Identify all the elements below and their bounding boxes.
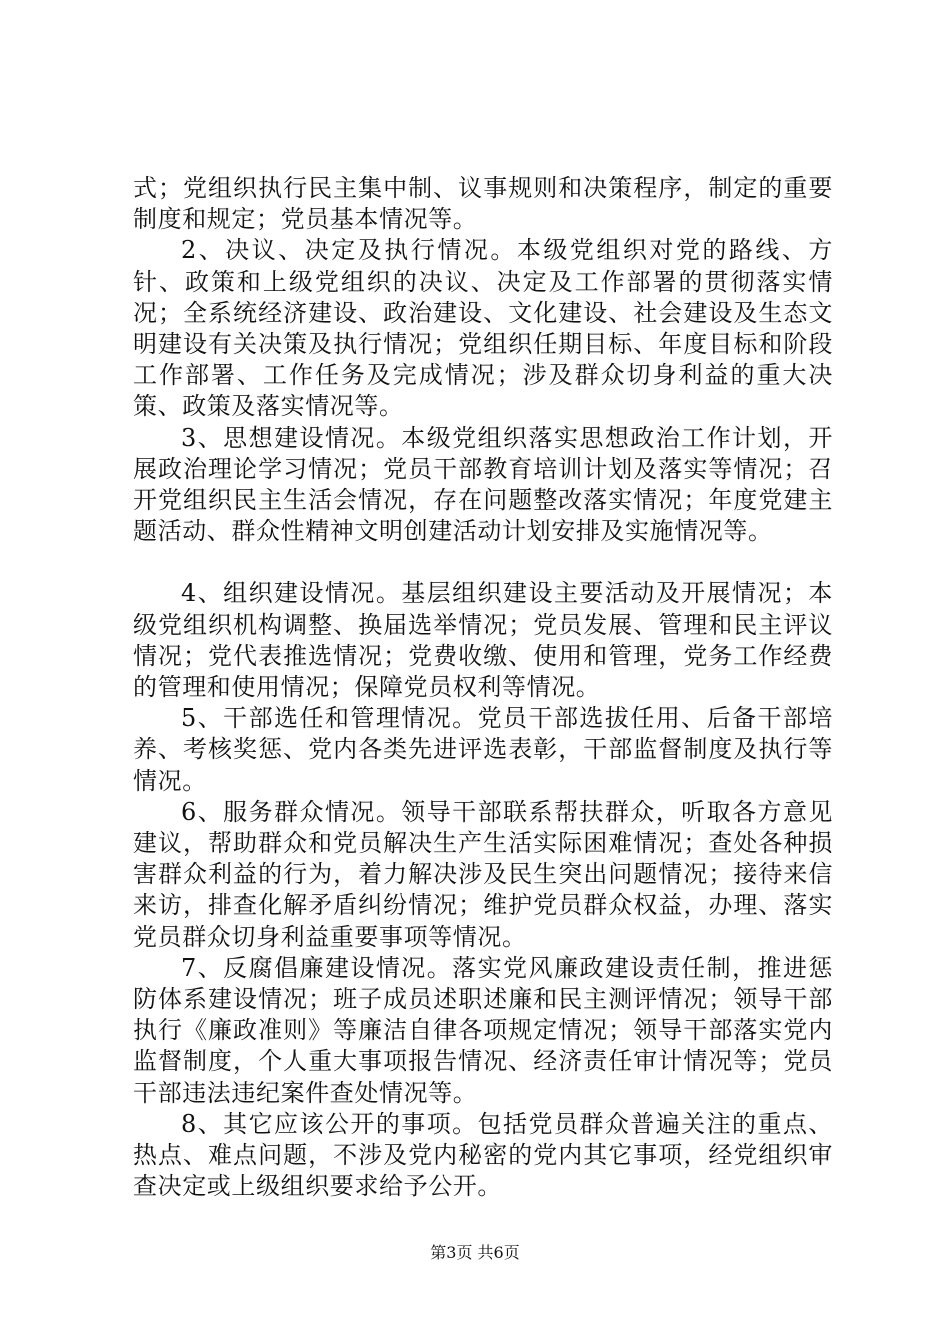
paragraph-item-2: 2、决议、决定及执行情况。本级党组织对党的路线、方针、政策和上级党组织的决议、决定及工作部署的贯彻落实情况；全系统经济建设、政治建设、文化建设、社会建设及生态文明建设有关决策及执行情况；党组织任期目标、年度目标和阶段工作部署、工作任务及完成情况；涉及群众切身利益的重大决策、政策及落实情况等。 xyxy=(133,236,833,421)
page-number-footer: 第3页 共6页 xyxy=(430,1243,520,1262)
paragraph-item-5: 5、干部选任和管理情况。党员干部选拔任用、后备干部培养、考核奖惩、党内各类先进评选表彰，干部监督制度及执行等情况。 xyxy=(133,704,833,795)
paragraph-item-3: 3、思想建设情况。本级党组织落实思想政治工作计划，开展政治理论学习情况；党员干部教育培训计划及落实等情况；召开党组织民主生活会情况，存在问题整改落实情况；年度党建主题活动、群众性精神文明创建活动计划安排及实施情况等。 xyxy=(133,423,833,546)
paragraph-item-8: 8、其它应该公开的事项。包括党员群众普遍关注的重点、热点、难点问题，不涉及党内秘密的党内其它事项，经党组织审查决定或上级组织要求给予公开。 xyxy=(133,1109,833,1201)
paragraph-item-6: 6、服务群众情况。领导干部联系帮扶群众，听取各方意见建议，帮助群众和党员解决生产生活实际困难情况；查处各种损害群众利益的行为，着力解决涉及民生突出问题情况；接待来信来访，排查化解矛盾纠纷情况；维护党员群众权益，办理、落实党员群众切身利益重要事项等情况。 xyxy=(133,797,833,951)
paragraph-item-7: 7、反腐倡廉建设情况。落实党风廉政建设责任制，推进惩防体系建设情况；班子成员述职述廉和民主测评情况；领导干部执行《廉政准则》等廉洁自律各项规定情况；领导干部落实党内监督制度，个人重大事项报告情况、经济责任审计情况等；党员干部违法违纪案件查处情况等。 xyxy=(133,953,833,1107)
paragraph-item-4: 4、组织建设情况。基层组织建设主要活动及开展情况；本级党组织机构调整、换届选举情况；党员发展、管理和民主评议情况；党代表推选情况；党费收缴、使用和管理，党务工作经费的管理和使用情况；保障党员权利等情况。 xyxy=(133,579,833,702)
document-body xyxy=(133,173,833,1203)
paragraph-continuation: 式；党组织执行民主集中制、议事规则和决策程序，制定的重要制度和规定；党员基本情况等。 xyxy=(133,174,833,234)
